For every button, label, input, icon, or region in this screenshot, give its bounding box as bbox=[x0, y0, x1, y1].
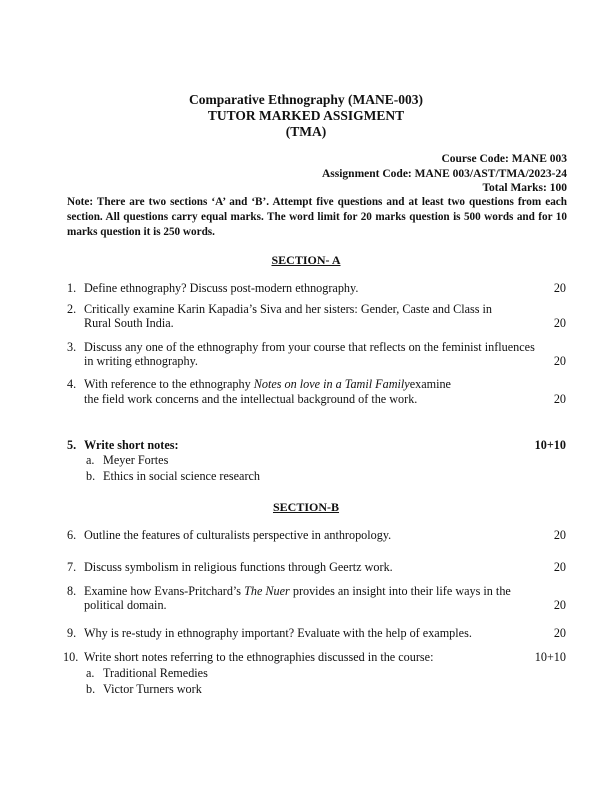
course-title: Comparative Ethnography (MANE-003) bbox=[189, 92, 423, 107]
question-text-cont: in writing ethnography. bbox=[84, 354, 198, 368]
sub-item-text: Ethics in social science research bbox=[103, 469, 261, 483]
assignment-code: Assignment Code: MANE 003/AST/TMA/2023-24 bbox=[321, 168, 567, 180]
question-number: 5. bbox=[67, 438, 77, 452]
question-text: Write short notes: bbox=[84, 438, 179, 452]
question-number: 7. bbox=[67, 560, 77, 574]
question-text: Discuss symbolism in religious functions through Geertz work. bbox=[84, 560, 393, 574]
question-text: Define ethnography? Discuss post-modern ethnography. bbox=[84, 281, 359, 295]
question-number: 9. bbox=[67, 626, 77, 640]
question-text-part: With reference to the ethnography bbox=[84, 377, 254, 391]
question-text-part: Examine how Evans-Pritchard’s bbox=[84, 584, 245, 598]
question-number: 4. bbox=[67, 377, 77, 391]
section-a-heading: SECTION- A bbox=[271, 253, 341, 267]
question-text: Critically examine Karin Kapadia’s Siva and her sisters: Gender, Caste and Class in bbox=[84, 302, 493, 316]
question-marks: 10+10 bbox=[534, 650, 566, 664]
question-text-part: examine bbox=[409, 377, 451, 391]
question-text: Write short notes referring to the ethnographies discussed in the course: bbox=[84, 650, 434, 664]
sub-item-letter: a. bbox=[86, 453, 95, 467]
question-text: Discuss any one of the ethnography from your course that reflects on the feminist influences bbox=[84, 340, 535, 354]
question-marks: 10+10 bbox=[534, 438, 566, 452]
total-marks: Total Marks: 100 bbox=[482, 182, 567, 194]
question-number: 1. bbox=[67, 281, 77, 295]
question-number: 6. bbox=[67, 528, 77, 542]
sub-item-letter: a. bbox=[86, 666, 95, 680]
question-text: Why is re-study in ethnography important? Evaluate with the help of examples. bbox=[84, 626, 472, 640]
question-marks: 20 bbox=[553, 626, 566, 640]
question-text bbox=[84, 584, 511, 599]
sub-item-text: Victor Turners work bbox=[103, 682, 202, 696]
assignment-type: TUTOR MARKED ASSIGMENT bbox=[207, 108, 405, 123]
course-code: Course Code: MANE 003 bbox=[441, 153, 567, 165]
question-text-cont: political domain. bbox=[84, 598, 167, 612]
question-number: 10. bbox=[63, 650, 79, 664]
question-number: 2. bbox=[67, 302, 77, 316]
sub-item-text: Traditional Remedies bbox=[103, 666, 208, 680]
question-text-part: provides an insight into their life ways in the bbox=[289, 584, 511, 598]
book-title: Notes on love in a Tamil Family bbox=[253, 377, 410, 391]
question-marks: 20 bbox=[553, 560, 566, 574]
book-title: The Nuer bbox=[244, 584, 290, 598]
sub-item-letter: b. bbox=[86, 682, 96, 696]
question-marks: 20 bbox=[553, 598, 566, 612]
question-text: Outline the features of culturalists perspective in anthropology. bbox=[84, 528, 392, 542]
instructions-note: Note: There are two sections ‘A’ and ‘B’. Attempt five questions and at least two questions from each section. All questions carry equal marks. The word limit for 20 marks question is 500 words and for 10 marks question it is 250 words. bbox=[67, 196, 567, 238]
question-number: 3. bbox=[67, 340, 77, 354]
question-marks: 20 bbox=[553, 528, 566, 542]
question-number: 8. bbox=[67, 584, 77, 598]
question-text bbox=[84, 377, 451, 392]
sub-item-letter: b. bbox=[86, 469, 96, 483]
question-marks: 20 bbox=[553, 316, 566, 330]
sub-item-text: Meyer Fortes bbox=[103, 453, 169, 467]
question-marks: 20 bbox=[553, 392, 566, 406]
question-marks: 20 bbox=[553, 354, 566, 368]
assignment-abbrev: (TMA) bbox=[285, 124, 327, 139]
question-text-cont: the field work concerns and the intellectual background of the work. bbox=[84, 392, 418, 406]
section-b-heading: SECTION-B bbox=[272, 500, 340, 514]
question-text-cont: Rural South India. bbox=[84, 316, 174, 330]
question-marks: 20 bbox=[553, 281, 566, 295]
